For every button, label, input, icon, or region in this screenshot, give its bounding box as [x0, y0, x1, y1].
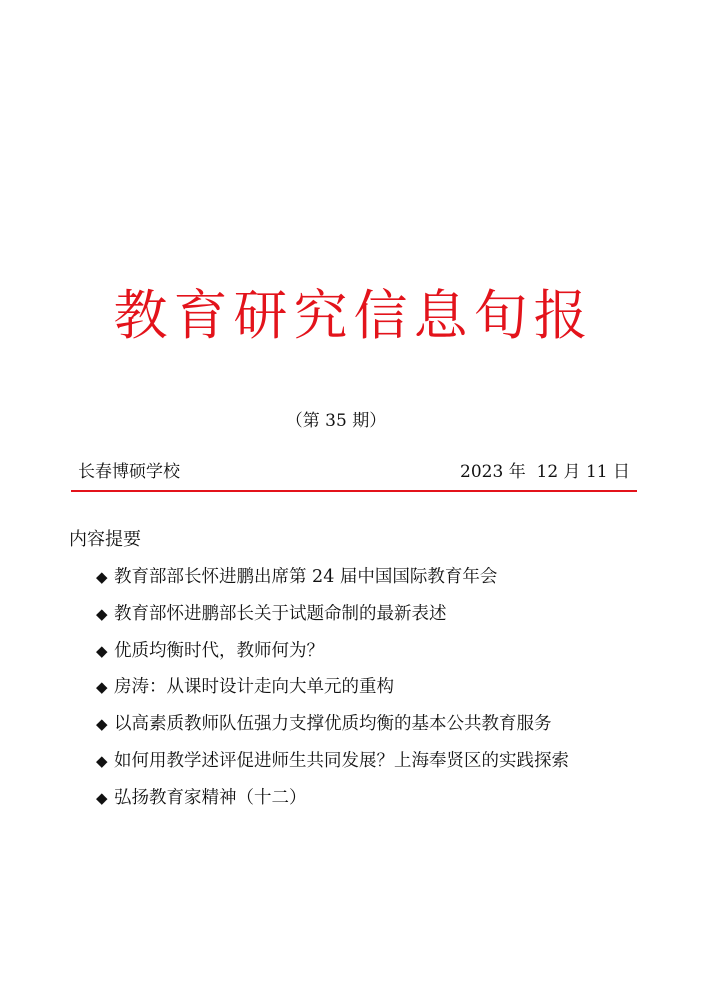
diamond-bullet-icon: ◆ — [96, 751, 108, 770]
list-item-text: 教育部怀进鹏部长关于试题命制的最新表述 — [114, 603, 447, 624]
diamond-bullet-icon: ◆ — [96, 641, 108, 660]
diamond-bullet-icon: ◆ — [96, 604, 108, 623]
school-name: 长春博硕学校 — [78, 462, 180, 482]
list-item-text: 以高素质教师队伍强力支撑优质均衡的基本公共教育服务 — [114, 714, 552, 735]
diamond-bullet-icon: ◆ — [96, 788, 108, 807]
list-item-text: 房涛：从课时设计走向大单元的重构 — [114, 677, 394, 698]
issue-date: 2023 年 12 月 11 日 — [460, 462, 630, 482]
list-item — [96, 712, 636, 749]
list-item-text: 优质均衡时代，教师何为？ — [114, 640, 324, 661]
list-item-text: 如何用教学述评促进师生共同发展？上海奉贤区的实践探索 — [114, 750, 569, 771]
list-item-text: 教育部部长怀进鹏出席第 24 届中国国际教育年会 — [114, 567, 498, 587]
diamond-bullet-icon: ◆ — [96, 678, 108, 697]
info-row — [78, 461, 630, 483]
list-item-text: 弘扬教育家精神（十二） — [114, 787, 307, 808]
summary-title: 内容提要 — [69, 529, 141, 550]
masthead-title: 教育研究信息旬报 — [113, 284, 594, 347]
list-item — [96, 786, 636, 823]
list-item — [96, 639, 636, 676]
summary-list — [96, 565, 636, 823]
list-item — [96, 749, 636, 786]
diamond-bullet-icon: ◆ — [96, 568, 108, 586]
list-item — [96, 602, 636, 639]
list-item — [96, 565, 636, 602]
red-divider — [71, 490, 637, 492]
diamond-bullet-icon: ◆ — [96, 715, 108, 734]
list-item — [96, 675, 636, 712]
issue-number: （第 35 期） — [285, 411, 387, 431]
